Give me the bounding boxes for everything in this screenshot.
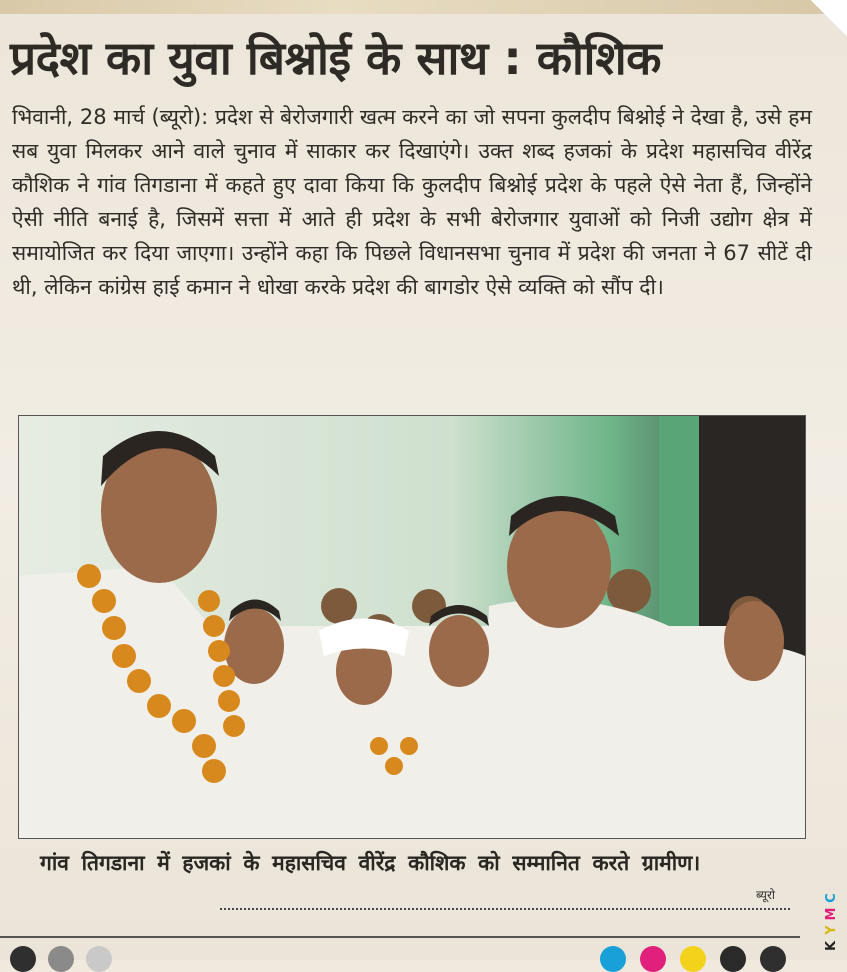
headline: प्रदेश का युवा बिश्नोई के साथ : कौशिक (10, 31, 661, 85)
article-body: भिवानी, 28 मार्च (ब्यूरो): प्रदेश से बेरोजगारी खत्म करने का जो सपना कुलदीप बिश्नोई ने देखा है, उसे हम सब युवा मिलकर आने वाले चुनाव में साकार कर दिखाएंगे। उक्त शब्द हजकां के प्रदेश महासचिव वीरेंद्र कौशिक ने गांव तिगडाना में कहते हुए दावा किया कि कुलदीप बिश्नोई प्रदेश के पहले ऐसे नेता हैं, जिन्होंने ऐसी नीति बनाई है, जिसमें सत्ता में आते ही प्रदेश के सभी बेरोजगार युवाओं को निजी उद्योग क्षेत्र में समायोजित कर दिया जाएगा। उन्होंने कहा कि पिछले विधानसभा चुनाव में प्रदेश की जनता ने 67 सीटें दी थी, लेकिन कांग्रेस हाई कमान ने धोखा करके प्रदेश की बागडोर ऐसे व्यक्ति को सौंप दी। (12, 105, 812, 299)
cmyk-m: M (824, 907, 839, 921)
cmyk-c: C (824, 893, 839, 903)
photo-illustration (19, 416, 805, 838)
torn-corner (807, 0, 847, 40)
registration-dot (600, 946, 626, 972)
photo-credit: ब्यूरो (756, 888, 775, 902)
credit-leader (220, 888, 790, 910)
news-photo (18, 415, 806, 839)
cmyk-y: Y (824, 925, 839, 935)
color-registration-strip (0, 944, 847, 960)
bottom-rule (0, 936, 800, 938)
registration-dot (760, 946, 786, 972)
cmyk-k: K (824, 940, 839, 952)
photo-caption: गांव तिगडाना में हजकां के महासचिव वीरेंद्र कौशिक को सम्मानित करते ग्रामीण। (40, 851, 701, 875)
registration-dot (48, 946, 74, 972)
registration-dot (680, 946, 706, 972)
registration-dot (86, 946, 112, 972)
registration-dot (640, 946, 666, 972)
registration-dot (720, 946, 746, 972)
torn-top-edge (0, 0, 847, 14)
registration-dot (10, 946, 36, 972)
